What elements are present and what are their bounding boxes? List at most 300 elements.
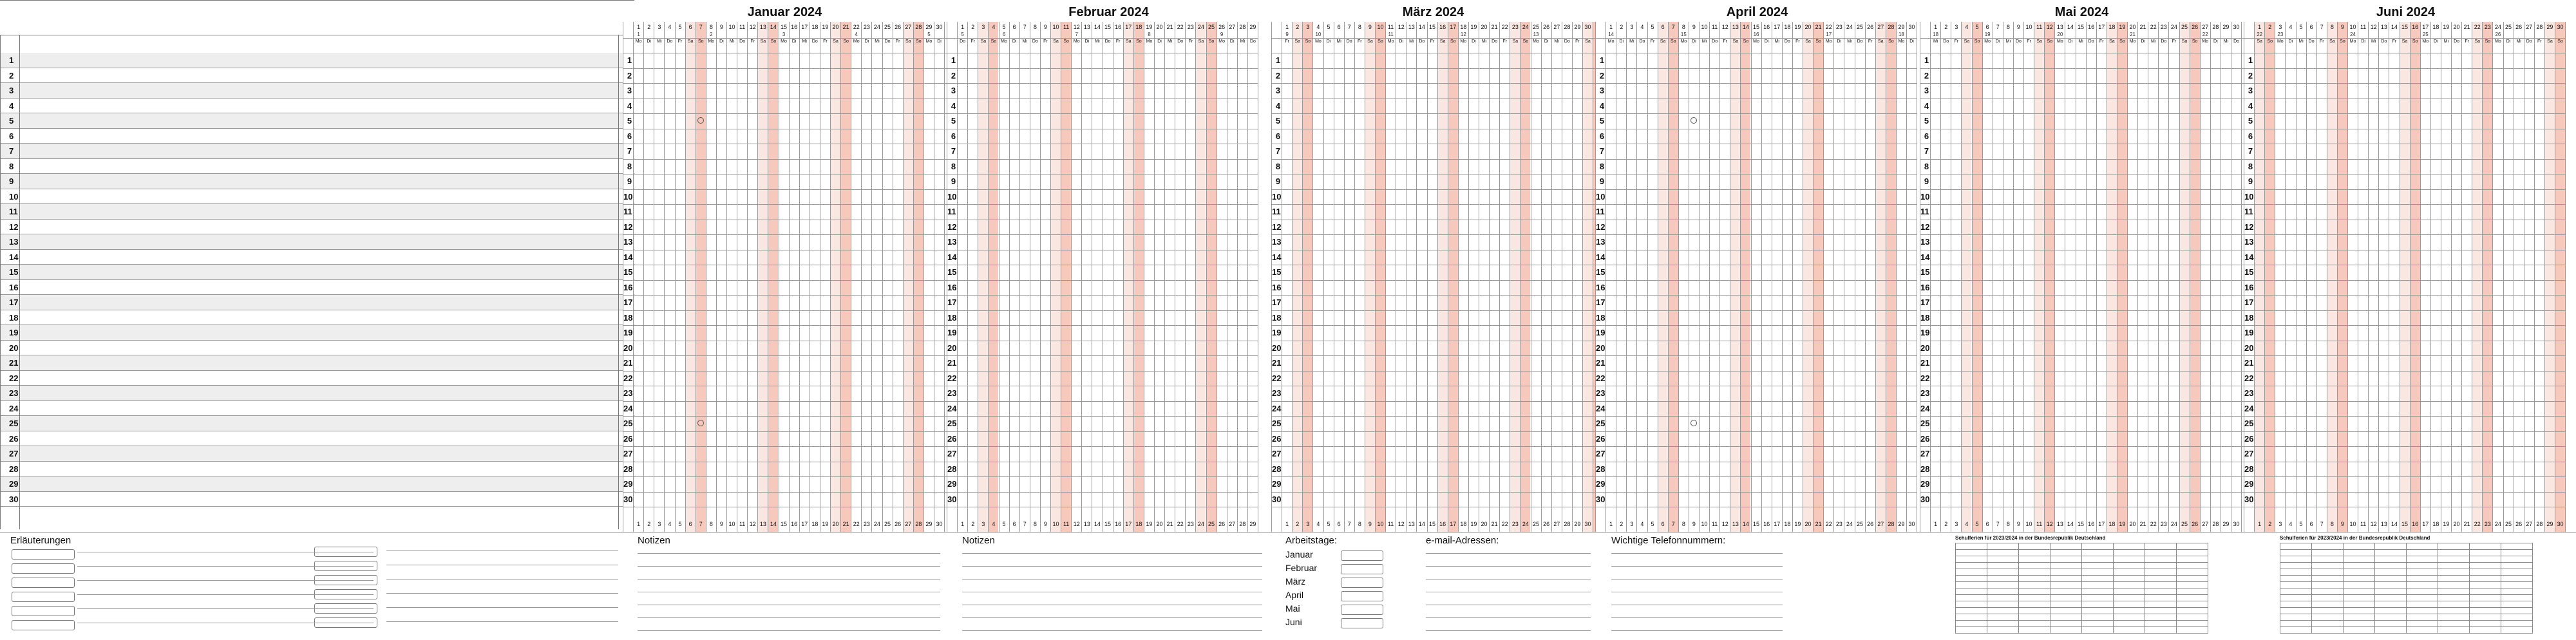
contact-line bbox=[1611, 553, 1783, 554]
day-name: Do bbox=[811, 39, 818, 44]
row-line bbox=[1920, 189, 2251, 190]
row-number: 20 bbox=[1920, 343, 1930, 353]
row-line bbox=[947, 492, 1258, 493]
bottom-day-number: 1 bbox=[2258, 521, 2262, 527]
ferien-cell bbox=[2344, 556, 2375, 563]
day-number: 24 bbox=[2494, 24, 2501, 30]
row-line bbox=[2244, 159, 2565, 160]
row-number: 27 bbox=[947, 449, 957, 458]
ferien-cell bbox=[1956, 582, 1987, 588]
row-number: 27 bbox=[623, 449, 633, 458]
row-line bbox=[947, 189, 1258, 190]
row-line bbox=[2244, 355, 2565, 356]
day-number: 1 bbox=[1609, 24, 1613, 30]
day-name: Mo bbox=[925, 39, 933, 44]
left-row-number: 27 bbox=[9, 449, 19, 458]
row-number: 6 bbox=[1924, 131, 1929, 141]
ferien-cell bbox=[2407, 614, 2438, 621]
bottom-day-number: 25 bbox=[2505, 521, 2512, 527]
bottom-day-number: 21 bbox=[2463, 521, 2470, 527]
row-number: 18 bbox=[1920, 312, 1930, 323]
bottom-day-number: 5 bbox=[1327, 521, 1331, 527]
arbeitstage-month: Januar bbox=[1285, 549, 1313, 560]
ferien-row bbox=[2280, 556, 2533, 563]
day-name: Mi bbox=[1481, 39, 1487, 44]
row-number: 28 bbox=[1596, 464, 1605, 474]
left-row bbox=[0, 204, 634, 220]
day-number: 24 bbox=[1197, 24, 1204, 30]
ferien-cell bbox=[2438, 556, 2470, 563]
day-number: 8 bbox=[1358, 24, 1361, 30]
ferien-cell bbox=[2082, 569, 2114, 576]
day-number: 14 bbox=[2067, 24, 2074, 30]
day-name: Fr bbox=[1723, 39, 1728, 44]
row-line bbox=[1271, 189, 1603, 190]
row-number: 13 bbox=[1272, 237, 1282, 247]
day-number: 11 bbox=[2360, 24, 2367, 30]
ferien-cell bbox=[2114, 588, 2145, 595]
day-name: Sa bbox=[1198, 39, 1204, 44]
ferien-cell bbox=[2280, 601, 2312, 608]
row-line bbox=[1271, 280, 1603, 281]
day-number: 8 bbox=[1681, 24, 1685, 30]
ferien-cell bbox=[2470, 556, 2501, 563]
ferien-cell bbox=[2280, 614, 2312, 621]
day-number: 23 bbox=[2160, 24, 2167, 30]
day-number: 11 bbox=[739, 24, 746, 30]
bottom-day-number: 2 bbox=[971, 521, 975, 527]
row-line bbox=[1271, 476, 1603, 477]
day-name: Di bbox=[937, 39, 942, 44]
day-name: So bbox=[2485, 39, 2491, 44]
row-line bbox=[1920, 83, 2251, 84]
moon-icon bbox=[697, 420, 704, 426]
day-number: 15 bbox=[2078, 24, 2085, 30]
contact-line bbox=[1426, 617, 1591, 618]
bottom-day-number: 4 bbox=[668, 521, 672, 527]
ferien-cell bbox=[1956, 601, 1987, 608]
row-number: 21 bbox=[623, 358, 633, 368]
day-name: Do bbox=[2088, 39, 2094, 44]
bottom-day-number: 19 bbox=[2443, 521, 2450, 527]
bottom-day-number: 9 bbox=[1692, 521, 1696, 527]
bottom-day-number: 22 bbox=[2474, 521, 2481, 527]
left-row-label-cell bbox=[19, 189, 619, 203]
week-number: 17 bbox=[1826, 32, 1832, 37]
bottom-day-number: 24 bbox=[1846, 521, 1853, 527]
day-name: Sa bbox=[905, 39, 911, 44]
left-row-label-cell bbox=[19, 386, 619, 400]
day-number: 28 bbox=[2536, 24, 2543, 30]
ferien-cell bbox=[2375, 543, 2407, 550]
day-name: So bbox=[1378, 39, 1383, 44]
arbeitstage-month: Februar bbox=[1285, 563, 1318, 573]
row-number: 25 bbox=[1920, 419, 1930, 428]
day-number: 17 bbox=[2098, 24, 2105, 30]
day-number: 6 bbox=[1661, 24, 1665, 30]
row-line bbox=[1271, 310, 1603, 311]
left-row-label-cell bbox=[19, 83, 619, 97]
bottom-day-number: 28 bbox=[915, 521, 922, 527]
bottom-day-number: 2 bbox=[1944, 521, 1948, 527]
row-line bbox=[2244, 113, 2565, 114]
row-number: 5 bbox=[2248, 116, 2253, 126]
day-name: Mi bbox=[1240, 39, 1245, 44]
left-row-label-cell bbox=[19, 174, 619, 188]
day-name: Fr bbox=[2319, 39, 2324, 44]
day-name: Sa bbox=[2329, 39, 2335, 44]
ferien-cell bbox=[2082, 576, 2114, 582]
day-name: Do bbox=[1249, 39, 1256, 44]
row-number: 13 bbox=[623, 237, 633, 247]
row-number: 10 bbox=[2244, 191, 2254, 202]
day-name: Mi bbox=[1847, 39, 1852, 44]
day-number: 25 bbox=[884, 24, 891, 30]
row-line bbox=[2244, 38, 2565, 39]
ferien-cell bbox=[2050, 550, 2082, 556]
ferien-cell bbox=[2280, 543, 2312, 550]
legend-line bbox=[77, 594, 374, 595]
week-number: 16 bbox=[1753, 32, 1759, 37]
week-number: 11 bbox=[1388, 32, 1394, 37]
row-number: 15 bbox=[947, 267, 957, 277]
row-number: 17 bbox=[1920, 297, 1930, 307]
bottom-day-number: 26 bbox=[1867, 521, 1874, 527]
row-line bbox=[947, 371, 1258, 372]
row-line bbox=[1271, 159, 1603, 160]
day-number: 27 bbox=[1877, 24, 1884, 30]
ferien-cell bbox=[2050, 595, 2082, 601]
row-number: 6 bbox=[2248, 131, 2253, 141]
row-number: 29 bbox=[623, 479, 633, 489]
day-number: 7 bbox=[1996, 24, 2000, 30]
day-name: Di bbox=[1229, 39, 1235, 44]
row-number: 20 bbox=[947, 343, 957, 353]
ferien-cell bbox=[2407, 563, 2438, 569]
day-number: 23 bbox=[2484, 24, 2491, 30]
left-vertical-line bbox=[618, 35, 619, 529]
row-number: 25 bbox=[947, 419, 957, 428]
left-row bbox=[0, 144, 634, 159]
bottom-day-number: 12 bbox=[1721, 521, 1728, 527]
week-number: 10 bbox=[1315, 32, 1321, 37]
ferien-cell bbox=[2114, 601, 2145, 608]
left-row-label-cell bbox=[19, 144, 619, 158]
day-number: 10 bbox=[1701, 24, 1708, 30]
day-number: 19 bbox=[2119, 24, 2126, 30]
ferien-cell bbox=[2019, 582, 2050, 588]
row-number: 2 bbox=[627, 70, 632, 80]
ferien-cell bbox=[2312, 563, 2344, 569]
row-number: 25 bbox=[1272, 419, 1282, 428]
bottom-day-number: 26 bbox=[2515, 521, 2523, 527]
row-number: 27 bbox=[1272, 449, 1282, 458]
day-number: 2 bbox=[971, 24, 975, 30]
bottom-day-number: 1 bbox=[637, 521, 641, 527]
bottom-day-number: 23 bbox=[2160, 521, 2167, 527]
day-number: 3 bbox=[658, 24, 661, 30]
day-number: 1 bbox=[2258, 24, 2262, 30]
day-name: Mo bbox=[1825, 39, 1832, 44]
row-line bbox=[1595, 295, 1917, 296]
day-name: So bbox=[1305, 39, 1311, 44]
left-row-label-cell bbox=[19, 492, 619, 506]
day-number: 20 bbox=[2453, 24, 2460, 30]
day-number: 13 bbox=[2380, 24, 2387, 30]
ferien-cell bbox=[2280, 576, 2312, 582]
day-name: Do bbox=[2308, 39, 2315, 44]
day-name: Di bbox=[1012, 39, 1017, 44]
ferien-cell bbox=[2082, 582, 2114, 588]
bottom-day-number: 16 bbox=[1763, 521, 1770, 527]
bottom-day-number: 4 bbox=[1965, 521, 1969, 527]
row-line bbox=[1271, 355, 1603, 356]
row-number: 30 bbox=[1596, 494, 1605, 504]
ferien-cell bbox=[2375, 563, 2407, 569]
day-name: Sa bbox=[1805, 39, 1811, 44]
month-title: Februar 2024 bbox=[1068, 5, 1149, 19]
month-end-border bbox=[2565, 22, 2566, 532]
ferien-cell bbox=[2114, 614, 2145, 621]
row-line bbox=[623, 371, 954, 372]
day-number: 25 bbox=[1857, 24, 1864, 30]
bottom-day-number: 7 bbox=[1996, 521, 2000, 527]
row-line bbox=[947, 68, 1258, 69]
left-row-number: 14 bbox=[9, 252, 19, 262]
ferien-row bbox=[2280, 550, 2533, 556]
week-number: 12 bbox=[1460, 32, 1466, 37]
day-name: Do bbox=[1492, 39, 1498, 44]
day-number: 26 bbox=[1218, 24, 1226, 30]
day-name: Mo bbox=[1533, 39, 1539, 44]
row-number: 22 bbox=[1596, 373, 1605, 383]
ferien-cell bbox=[1956, 588, 1987, 595]
note-line bbox=[638, 630, 940, 631]
ferien-cell bbox=[2177, 576, 2208, 582]
day-number: 5 bbox=[678, 24, 682, 30]
left-row-label-cell bbox=[19, 250, 619, 264]
row-number: 15 bbox=[2244, 267, 2254, 277]
legend-line bbox=[77, 566, 374, 567]
day-number: 19 bbox=[1146, 24, 1153, 30]
ferien-cell bbox=[2501, 627, 2533, 634]
day-name: Fr bbox=[1430, 39, 1435, 44]
row-number: 2 bbox=[2248, 70, 2253, 80]
bottom-day-number: 17 bbox=[2422, 521, 2429, 527]
ferien-cell bbox=[1956, 556, 1987, 563]
row-line bbox=[947, 159, 1258, 160]
ferien-table-2-title: Schulferien für 2023/2024 in der Bundesrepublik Deutschland bbox=[2280, 535, 2430, 541]
bottom-day-number: 30 bbox=[2233, 521, 2240, 527]
row-line bbox=[1271, 492, 1603, 493]
row-number: 8 bbox=[1924, 161, 1929, 171]
day-name: Mo bbox=[2277, 39, 2284, 44]
ferien-cell bbox=[2407, 601, 2438, 608]
bottom-day-number: 23 bbox=[2484, 521, 2491, 527]
left-row-label-cell bbox=[19, 371, 619, 385]
day-name: Fr bbox=[677, 39, 683, 44]
row-number: 4 bbox=[2248, 100, 2253, 111]
day-number: 23 bbox=[1187, 24, 1194, 30]
left-row-number: 15 bbox=[9, 267, 19, 277]
left-row bbox=[0, 189, 634, 205]
day-name: Sa bbox=[980, 39, 987, 44]
ferien-cell bbox=[2344, 614, 2375, 621]
row-number: 16 bbox=[1596, 282, 1605, 292]
left-row-number: 10 bbox=[9, 191, 19, 202]
arbeitstage-month: März bbox=[1285, 576, 1306, 587]
day-number: 15 bbox=[781, 24, 788, 30]
ferien-cell bbox=[2375, 569, 2407, 576]
note-line bbox=[638, 617, 940, 618]
ferien-cell bbox=[2050, 556, 2082, 563]
legend-line bbox=[77, 608, 374, 609]
ferien-cell bbox=[2177, 621, 2208, 627]
row-line bbox=[947, 310, 1258, 311]
day-number: 24 bbox=[1846, 24, 1853, 30]
day-number: 22 bbox=[2150, 24, 2157, 30]
row-line bbox=[1271, 38, 1603, 39]
left-row bbox=[0, 265, 634, 280]
bottom-day-number: 15 bbox=[1104, 521, 1112, 527]
ferien-cell bbox=[2438, 543, 2470, 550]
left-row-number: 24 bbox=[9, 403, 19, 413]
day-name: Mo bbox=[1146, 39, 1153, 44]
day-name: Sa bbox=[1053, 39, 1059, 44]
day-number: 8 bbox=[709, 24, 713, 30]
bottom-day-number: 17 bbox=[1450, 521, 1457, 527]
row-number: 19 bbox=[947, 328, 957, 337]
row-number: 16 bbox=[1920, 282, 1930, 292]
row-line bbox=[2244, 431, 2565, 432]
ferien-cell bbox=[2312, 621, 2344, 627]
legend-box bbox=[12, 606, 75, 616]
bottom-day-number: 25 bbox=[2181, 521, 2188, 527]
row-number: 14 bbox=[1596, 252, 1605, 262]
day-name: So bbox=[1974, 39, 1980, 44]
bottom-day-number: 15 bbox=[1753, 521, 1760, 527]
day-name: Mi bbox=[1933, 39, 1938, 44]
row-line bbox=[2244, 416, 2565, 417]
day-name: Mi bbox=[2005, 39, 2011, 44]
day-number: 13 bbox=[1083, 24, 1090, 30]
day-name: Mo bbox=[1984, 39, 1991, 44]
day-number: 30 bbox=[936, 24, 943, 30]
bottom-day-number: 29 bbox=[1574, 521, 1581, 527]
row-number: 9 bbox=[1275, 176, 1281, 186]
day-name: Fr bbox=[750, 39, 755, 44]
ferien-cell bbox=[2438, 576, 2470, 582]
bottom-day-number: 15 bbox=[1429, 521, 1436, 527]
ferien-cell bbox=[2145, 621, 2177, 627]
day-name: Di bbox=[1157, 39, 1162, 44]
left-row-label-cell bbox=[19, 204, 619, 218]
ferien-cell bbox=[2470, 601, 2501, 608]
left-row bbox=[0, 476, 634, 492]
bottom-day-number: 19 bbox=[1146, 521, 1153, 527]
bottom-day-number: 7 bbox=[1347, 521, 1351, 527]
day-name: So bbox=[2119, 39, 2125, 44]
week-number: 8 bbox=[1148, 32, 1151, 37]
ferien-cell bbox=[1956, 614, 1987, 621]
ferien-cell bbox=[1956, 595, 1987, 601]
row-number: 3 bbox=[1599, 86, 1605, 95]
ferien-cell bbox=[2145, 627, 2177, 634]
bottom-day-number: 17 bbox=[1125, 521, 1132, 527]
ferien-cell bbox=[2019, 595, 2050, 601]
ferien-cell bbox=[1987, 569, 2019, 576]
day-number: 2 bbox=[2268, 24, 2272, 30]
row-number: 1 bbox=[1599, 55, 1605, 65]
bottom-day-number: 19 bbox=[822, 521, 829, 527]
ferien-cell bbox=[2344, 550, 2375, 556]
row-line bbox=[1920, 476, 2251, 477]
row-number: 1 bbox=[1275, 55, 1281, 65]
bottom-day-number: 12 bbox=[2046, 521, 2053, 527]
row-line bbox=[623, 476, 954, 477]
ferien-cell bbox=[2280, 556, 2312, 563]
day-number: 19 bbox=[2443, 24, 2450, 30]
bottom-day-number: 21 bbox=[1491, 521, 1498, 527]
left-vertical-line bbox=[0, 35, 1, 529]
day-name: So bbox=[1743, 39, 1749, 44]
day-name: Do bbox=[667, 39, 673, 44]
ferien-cell bbox=[2344, 601, 2375, 608]
notizen-title-2: Notizen bbox=[962, 535, 995, 546]
ferien-cell bbox=[2501, 556, 2533, 563]
ferien-cell bbox=[2177, 582, 2208, 588]
row-number: 3 bbox=[1924, 86, 1929, 95]
left-row-number: 3 bbox=[9, 86, 14, 95]
contact-line bbox=[1426, 630, 1591, 631]
day-number: 13 bbox=[1408, 24, 1415, 30]
ferien-cell bbox=[2177, 588, 2208, 595]
ferien-cell bbox=[2177, 601, 2208, 608]
row-line bbox=[947, 38, 1258, 39]
day-number: 24 bbox=[2170, 24, 2177, 30]
legend-line bbox=[386, 607, 618, 608]
row-number: 6 bbox=[1599, 131, 1605, 141]
ferien-cell bbox=[2407, 569, 2438, 576]
row-number: 24 bbox=[947, 403, 957, 413]
day-number: 23 bbox=[863, 24, 870, 30]
ferien-cell bbox=[2019, 627, 2050, 634]
day-name: Sa bbox=[760, 39, 766, 44]
week-number: 2 bbox=[710, 32, 713, 37]
row-line bbox=[1595, 371, 1917, 372]
row-number: 10 bbox=[623, 191, 633, 202]
left-row bbox=[0, 113, 634, 129]
day-name: Sa bbox=[1125, 39, 1132, 44]
day-number: 11 bbox=[1387, 24, 1394, 30]
day-number: 15 bbox=[1753, 24, 1760, 30]
day-number: 17 bbox=[1125, 24, 1132, 30]
ferien-cell bbox=[2470, 543, 2501, 550]
day-number: 21 bbox=[1491, 24, 1498, 30]
ferien-cell bbox=[2407, 608, 2438, 614]
day-name: Mo bbox=[2129, 39, 2136, 44]
bottom-day-number: 17 bbox=[801, 521, 808, 527]
legend-box bbox=[12, 549, 75, 560]
ferien-cell bbox=[2145, 595, 2177, 601]
ferien-cell bbox=[2177, 595, 2208, 601]
ferien-cell bbox=[2280, 595, 2312, 601]
row-number: 11 bbox=[1920, 207, 1929, 216]
day-number: 26 bbox=[1543, 24, 1550, 30]
row-number: 29 bbox=[1272, 479, 1282, 489]
left-row-label-cell bbox=[19, 68, 619, 82]
left-row-label-cell bbox=[19, 265, 619, 279]
